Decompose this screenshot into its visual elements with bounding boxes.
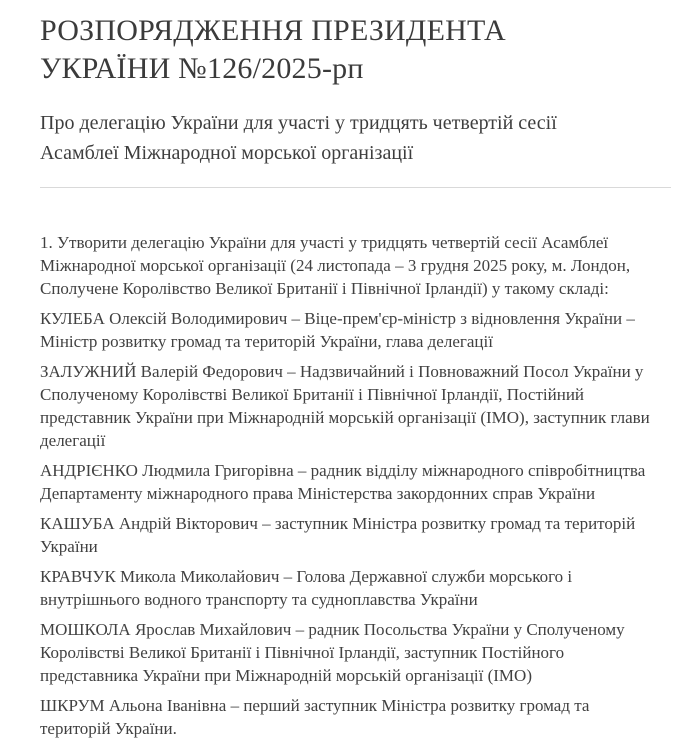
delegate-paragraph-andriienko: АНДРІЄНКО Людмила Григорівна – радник відділу міжнародного співробітництва Департаменту міжнародного права Міністерства закордонних справ України — [40, 461, 646, 503]
delegate-paragraph-kravchuk: КРАВЧУК Микола Миколайович – Голова Державної служби морського і внутрішнього водного транспорту та судноплавства України — [40, 567, 573, 609]
document-body — [40, 188, 655, 740]
document-title: РОЗПОРЯДЖЕННЯ ПРЕЗИДЕНТА УКРАЇНИ №126/2025-рп — [40, 14, 506, 85]
intro-paragraph: 1. Утворити делегацію України для участі у тридцять четвертій сесії Асамблеї Міжнародної морської організації (24 листопада – 3 грудня 2025 року, м. Лондон, Сполучене Королівство Великої Британії і Північної Ірландії) у такому складі: — [40, 233, 631, 298]
delegate-paragraph-kashuba: КАШУБА Андрій Вікторович – заступник Міністра розвитку громад та територій України — [40, 514, 636, 556]
document-subtitle: Про делегацію України для участі у тридцять четвертій сесії Асамблеї Міжнародної морської організації — [40, 112, 557, 164]
delegate-paragraph-shkrum: ШКРУМ Альона Іванівна – перший заступник Міністра розвитку громад та територій України. — [40, 696, 590, 738]
delegate-paragraph-moshkola: МОШКОЛА Ярослав Михайлович – радник Посольства України у Сполученому Королівстві Великої Британії і Північної Ірландії, заступник Постійного представника України при Міжнародній морській організації (ІМО) — [40, 620, 625, 685]
delegate-paragraph-kuleba: КУЛЕБА Олексій Володимирович – Віце-прем'єр-міністр з відновлення України – Міністр розвитку громад та територій України, глава делегації — [40, 309, 635, 351]
delegate-paragraph-zaluzhnyi: ЗАЛУЖНИЙ Валерій Федорович – Надзвичайний і Повноважний Посол України у Сполученому Королівстві Великої Британії і Північної Ірландії, Постійний представник України при Міжнародній морській організації (ІМО), заступник глави делегації — [40, 362, 650, 450]
